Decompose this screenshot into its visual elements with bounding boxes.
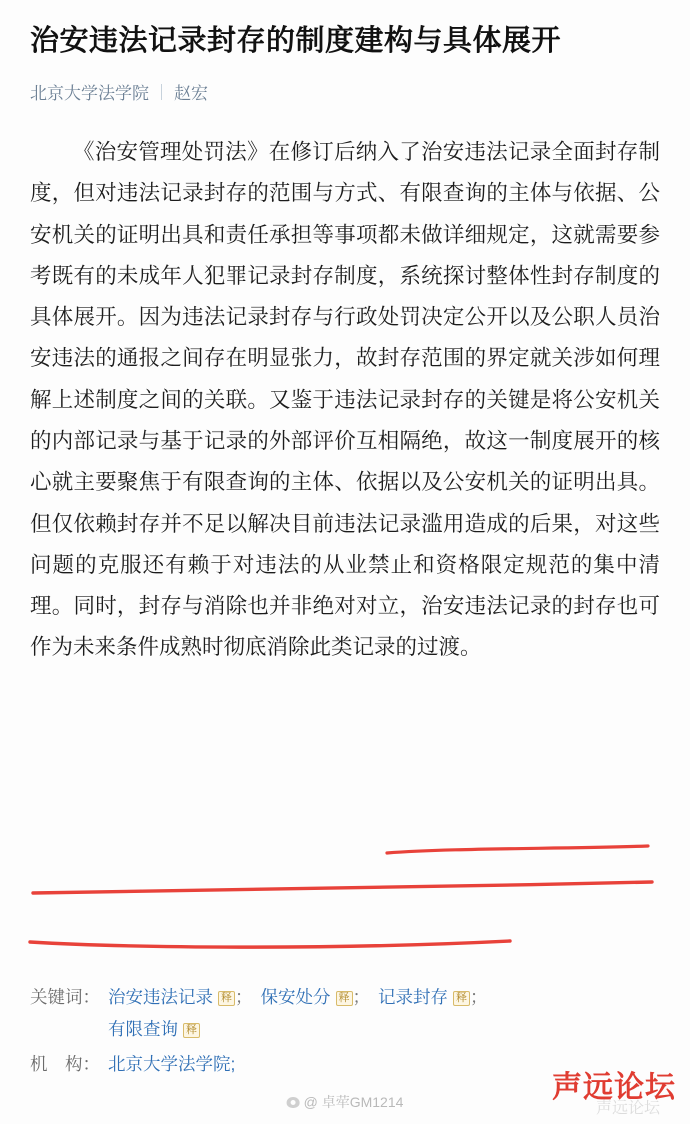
keyword-item[interactable]: 治安违法记录 [108, 986, 213, 1007]
explain-badge-icon[interactable]: 释 [336, 991, 353, 1006]
keyword-separator: ； [470, 986, 488, 1007]
weibo-watermark-text: @ 卓荦GM1214 [303, 1094, 404, 1110]
organization-label: 机 构： [30, 1053, 100, 1074]
organization-value[interactable]: 北京大学法学院; [108, 1053, 236, 1074]
keywords-list [108, 981, 660, 1046]
weibo-watermark [287, 1092, 404, 1112]
weibo-icon [287, 1097, 300, 1108]
abstract-text: 《治安管理处罚法》在修订后纳入了治安违法记录全面封存制度，但对违法记录封存的范围与方式、有限查询的主体与依据、公安机关的证明出具和责任承担等事项都未做详细规定，这就需要参考既有的未成年人犯罪记录封存制度，系统探讨整体性封存制度的具体展开。因为违法记录封存与行政处罚决定公开以及公职人员治安违法的通报之间存在明显张力，故封存范围的界定就关涉如何理解上述制度之间的关联。又鉴于违法记录封存的关键是将公安机关的内部记录与基于记录的外部评价互相隔绝，故这一制度展开的核心就主要聚焦于有限查询的主体、依据以及公安机关的证明出具。但仅依赖封存并不足以解决目前违法记录滥用造成的后果，对这些问题的克服还有赖于对违法的从业禁止和资格限定规范的集中清理。同时，封存与消除也并非绝对对立，治安违法记录的封存也可作为未来条件成熟时彻底消除此类记录的过渡。 [30, 140, 660, 660]
byline-divider [161, 84, 162, 100]
keyword-item[interactable]: 有限查询 [108, 1019, 178, 1040]
explain-badge-icon[interactable]: 释 [183, 1023, 200, 1038]
keyword-item[interactable]: 保安处分 [260, 986, 331, 1007]
page-title: 治安违法记录封存的制度建构与具体展开 [30, 25, 562, 57]
keyword-separator: ； [235, 986, 253, 1007]
keywords-row [30, 981, 660, 1046]
author-name: 赵宏 [174, 84, 208, 104]
keyword-separator: ； [352, 986, 370, 1007]
byline [30, 79, 660, 104]
keyword-item[interactable]: 记录封存 [378, 986, 448, 1007]
forum-watermark: 声远论坛 [552, 1071, 676, 1104]
keywords-label: 关键词： [30, 986, 100, 1007]
affiliation-text: 北京大学法学院 [30, 84, 149, 104]
explain-badge-icon[interactable]: 释 [218, 991, 235, 1006]
explain-badge-icon[interactable]: 释 [453, 991, 470, 1006]
forum-watermark-ghost: 声远论坛 [595, 1100, 660, 1117]
